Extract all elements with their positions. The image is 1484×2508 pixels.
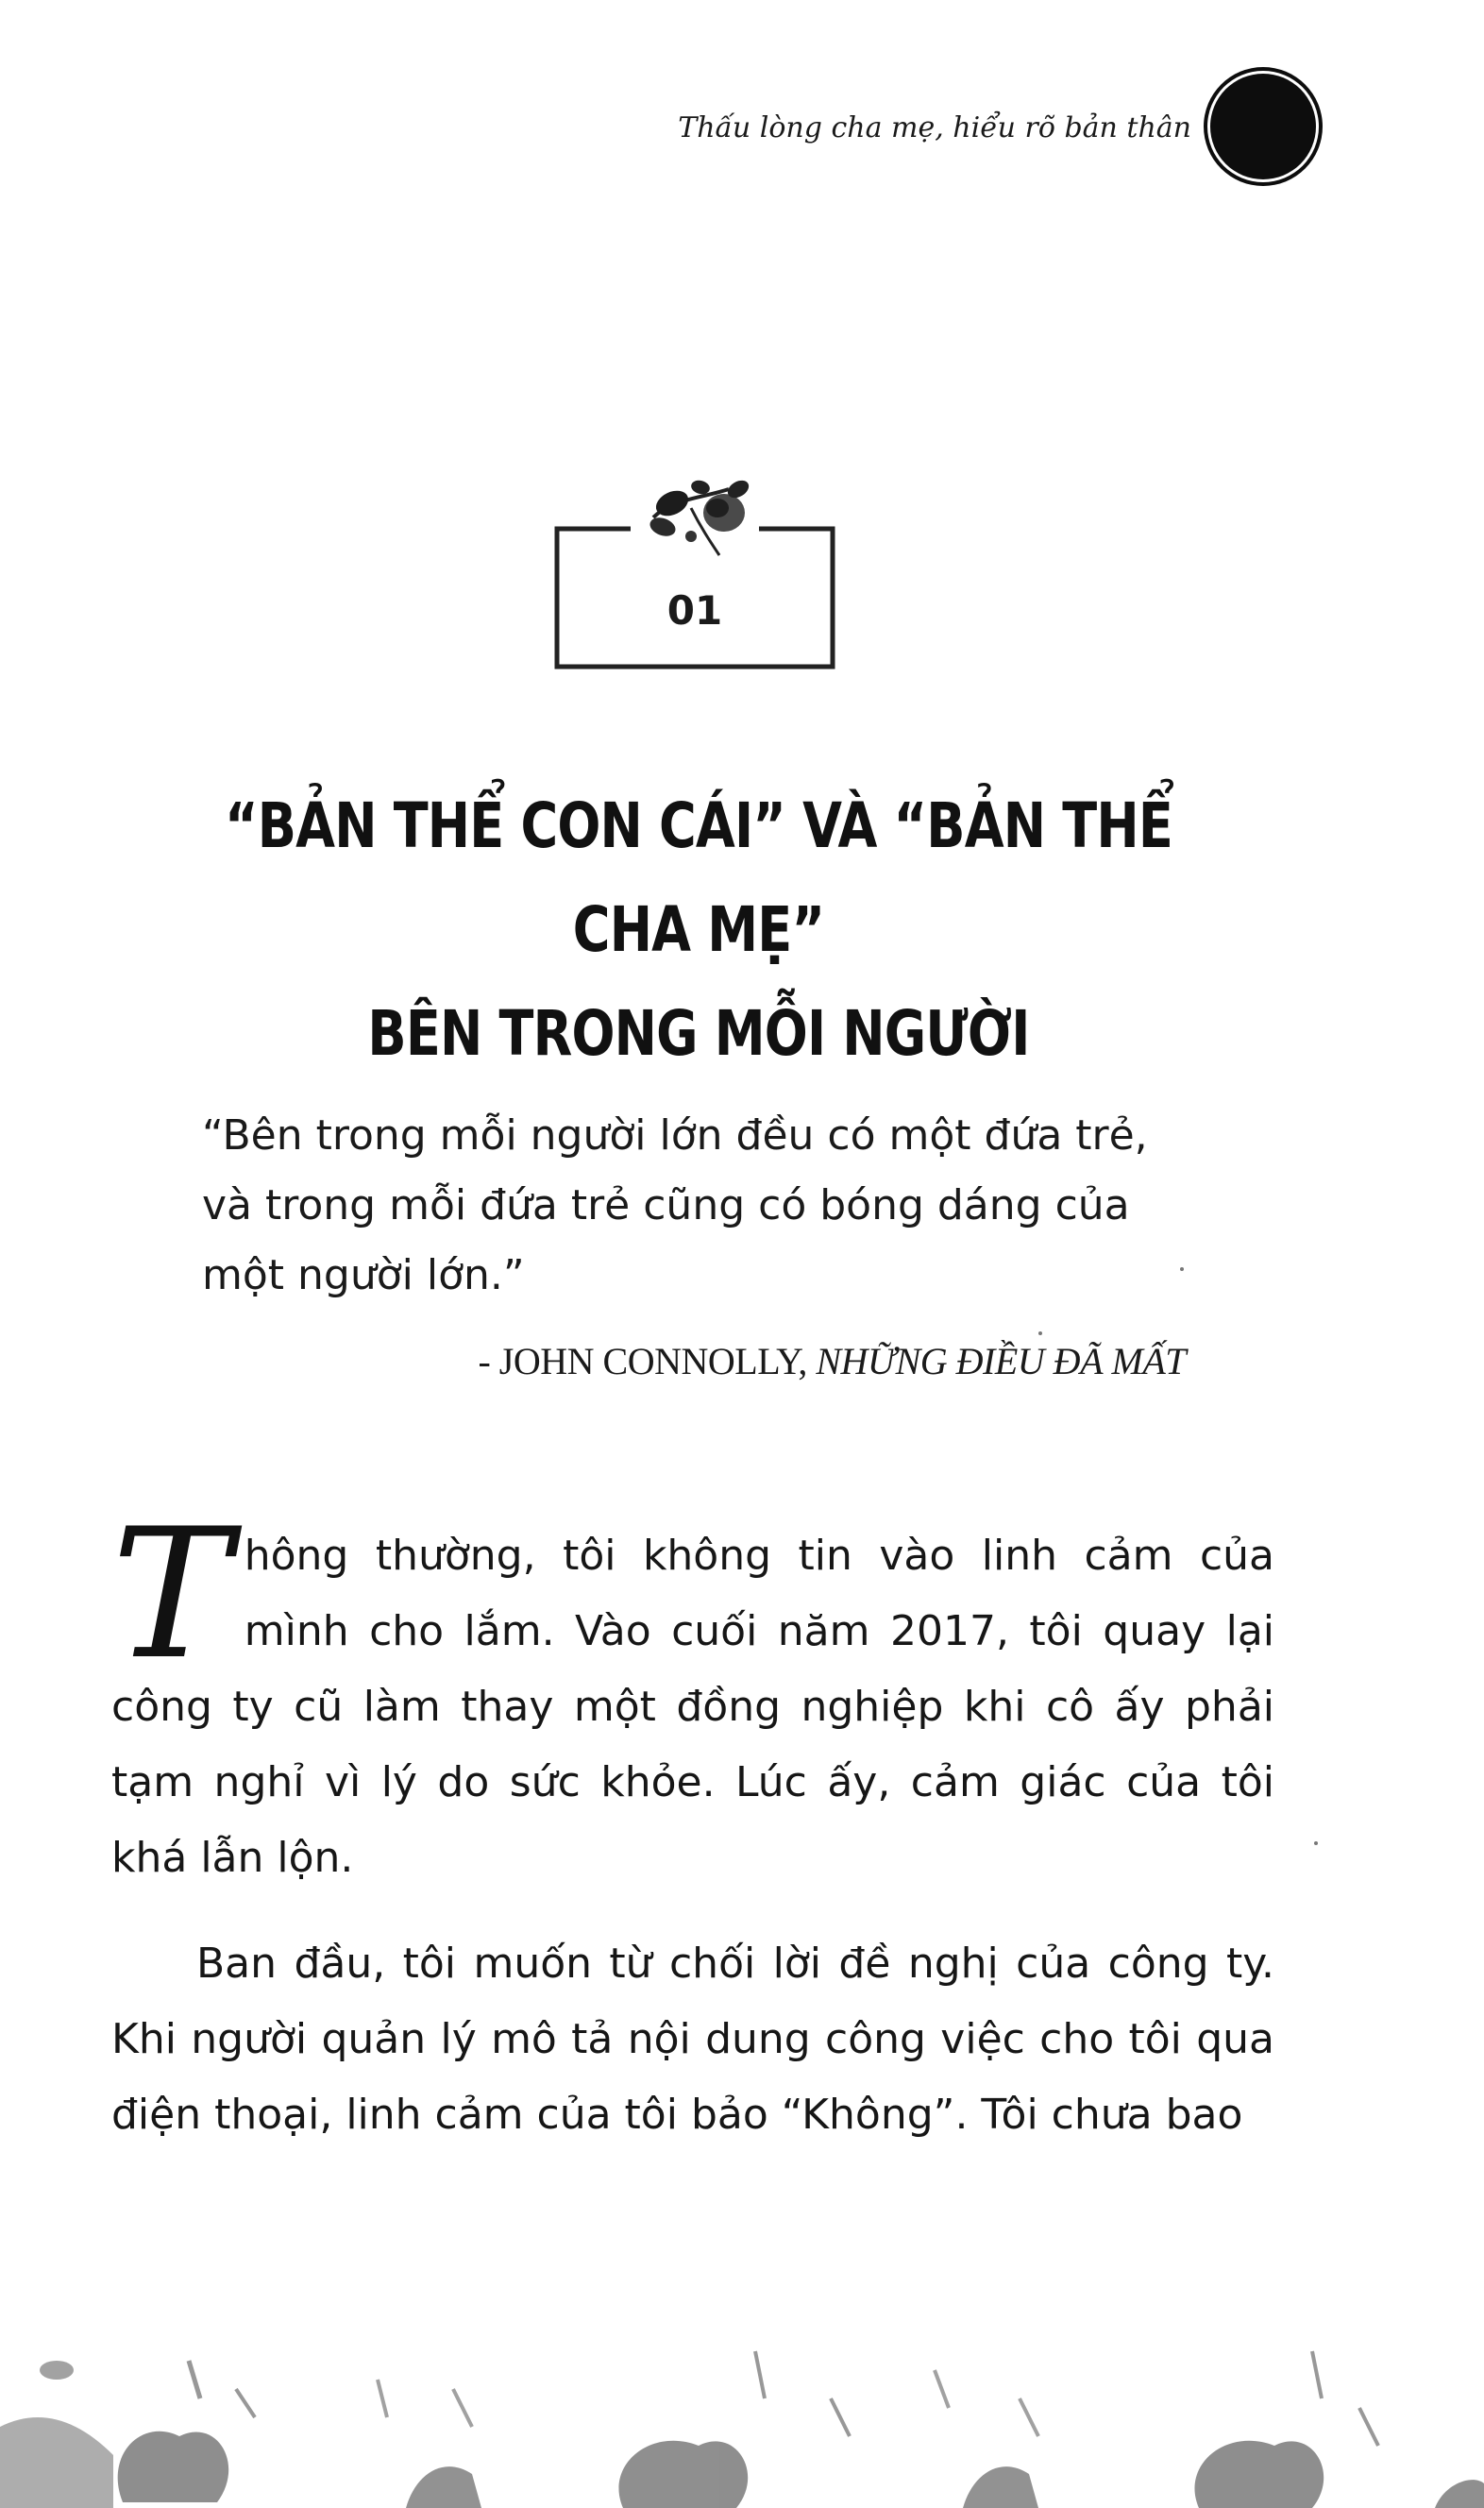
chapter-title-line-2: BÊN TRONG MỖI NGƯỜI: [367, 997, 1030, 1070]
chapter-title-line-1: “BẢN THỂ CON CÁI” VÀ “BẢN THỂ CHA MẸ”: [224, 789, 1173, 966]
chapter-number-box: [553, 525, 836, 670]
epigraph-attribution: [478, 1339, 1186, 1383]
drop-cap: T: [111, 1490, 231, 1699]
chapter-number: 01: [666, 587, 723, 634]
attribution-work: NHỮNG ĐIỀU ĐÃ MẤT: [816, 1340, 1186, 1382]
floral-border-icon: [0, 2313, 1484, 2508]
print-speck: [1314, 1841, 1318, 1845]
chapter-title: [188, 774, 1209, 1086]
print-speck: [1180, 1267, 1184, 1271]
body-paragraph-2: Ban đầu, tôi muốn từ chối lời đề nghị của công ty. Khi người quản lý mô tả nội dung công việc cho tôi qua điện thoại, linh cảm của tôi bảo “Không”. Tôi chưa bao: [111, 1940, 1274, 2139]
body-paragraph-1: [111, 1490, 1274, 1896]
print-speck: [1038, 1331, 1042, 1335]
paragraph-1-text: hông thường, tôi không tin vào linh cảm của mình cho lắm. Vào cuối năm 2017, tôi quay lại công ty cũ làm thay một đồng nghiệp khi cô ấy phải tạm nghỉ vì lý do sức khỏe. Lúc ấy, cảm giác của tôi khá lẫn lộn.: [111, 1532, 1274, 1882]
black-circle-icon: [1210, 74, 1316, 179]
epigraph-quote: “Bên trong mỗi người lớn đều có một đứa trẻ, và trong mỗi đứa trẻ cũng có bóng dáng của một người lớn.”: [202, 1111, 1148, 1299]
running-header: Thấu lòng cha mẹ, hiểu rõ bản thân: [678, 111, 1191, 144]
attribution-author: - JOHN CONNOLLY,: [478, 1340, 817, 1382]
